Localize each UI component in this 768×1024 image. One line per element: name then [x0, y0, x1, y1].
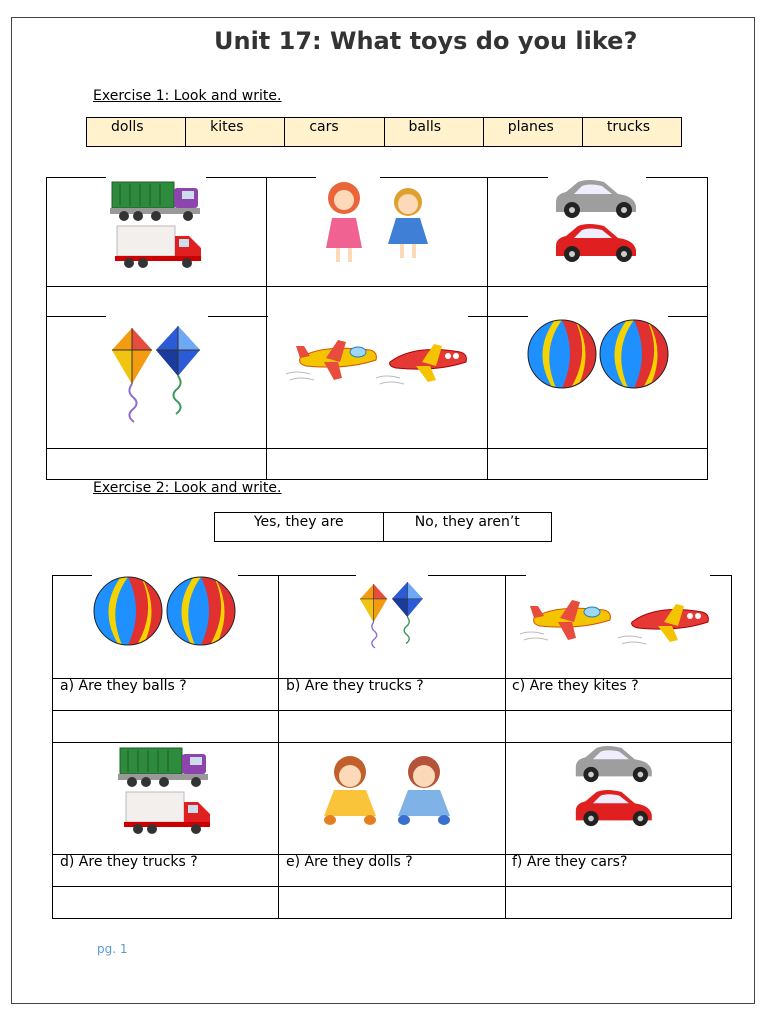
word-bank-item: dolls	[87, 118, 186, 146]
ball-icon	[526, 318, 598, 390]
question-b: b) Are they trucks ?	[286, 678, 424, 694]
word-bank	[86, 117, 682, 147]
kite-icon	[392, 582, 424, 652]
exercise-2-label: Exercise 2: Look and write.	[93, 480, 282, 496]
question-f: f) Are they cars?	[512, 854, 628, 870]
doll-icon	[398, 754, 452, 834]
truck-icon	[115, 226, 203, 270]
plane-icon	[628, 600, 710, 650]
car-icon	[572, 746, 664, 784]
word-bank-item: balls	[385, 118, 484, 146]
ball-icon	[92, 575, 164, 647]
plane-icon	[386, 340, 468, 390]
truck-icon	[118, 746, 210, 786]
exercise-1-label: Exercise 1: Look and write.	[93, 88, 282, 104]
truck-icon	[110, 180, 202, 220]
car-icon	[552, 180, 644, 220]
question-c: c) Are they kites ?	[512, 678, 639, 694]
kite-icon	[156, 326, 202, 418]
answer-option: No, they aren’t	[414, 514, 520, 530]
answer-option: Yes, they are	[215, 513, 384, 541]
word-bank-item: kites	[186, 118, 285, 146]
kite-icon	[112, 328, 154, 428]
word-bank-item: cars	[285, 118, 384, 146]
question-a: a) Are they balls ?	[60, 678, 187, 694]
answer-bank	[214, 512, 552, 542]
question-d: d) Are they trucks ?	[60, 854, 198, 870]
question-e: e) Are they dolls ?	[286, 854, 413, 870]
car-icon	[552, 224, 644, 264]
kite-icon	[360, 584, 388, 656]
car-icon	[572, 790, 664, 830]
plane-icon	[530, 598, 610, 648]
doll-icon	[324, 754, 378, 834]
page-number: pg. 1	[97, 942, 128, 956]
plane-icon	[296, 338, 376, 388]
word-bank-item: trucks	[606, 119, 651, 135]
ball-icon	[165, 575, 237, 647]
doll-icon	[324, 180, 368, 264]
page-title: Unit 17: What toys do you like?	[214, 27, 638, 55]
truck-icon	[124, 792, 212, 836]
ball-icon	[598, 318, 670, 390]
doll-icon	[388, 186, 432, 264]
word-bank-item: planes	[484, 118, 583, 146]
